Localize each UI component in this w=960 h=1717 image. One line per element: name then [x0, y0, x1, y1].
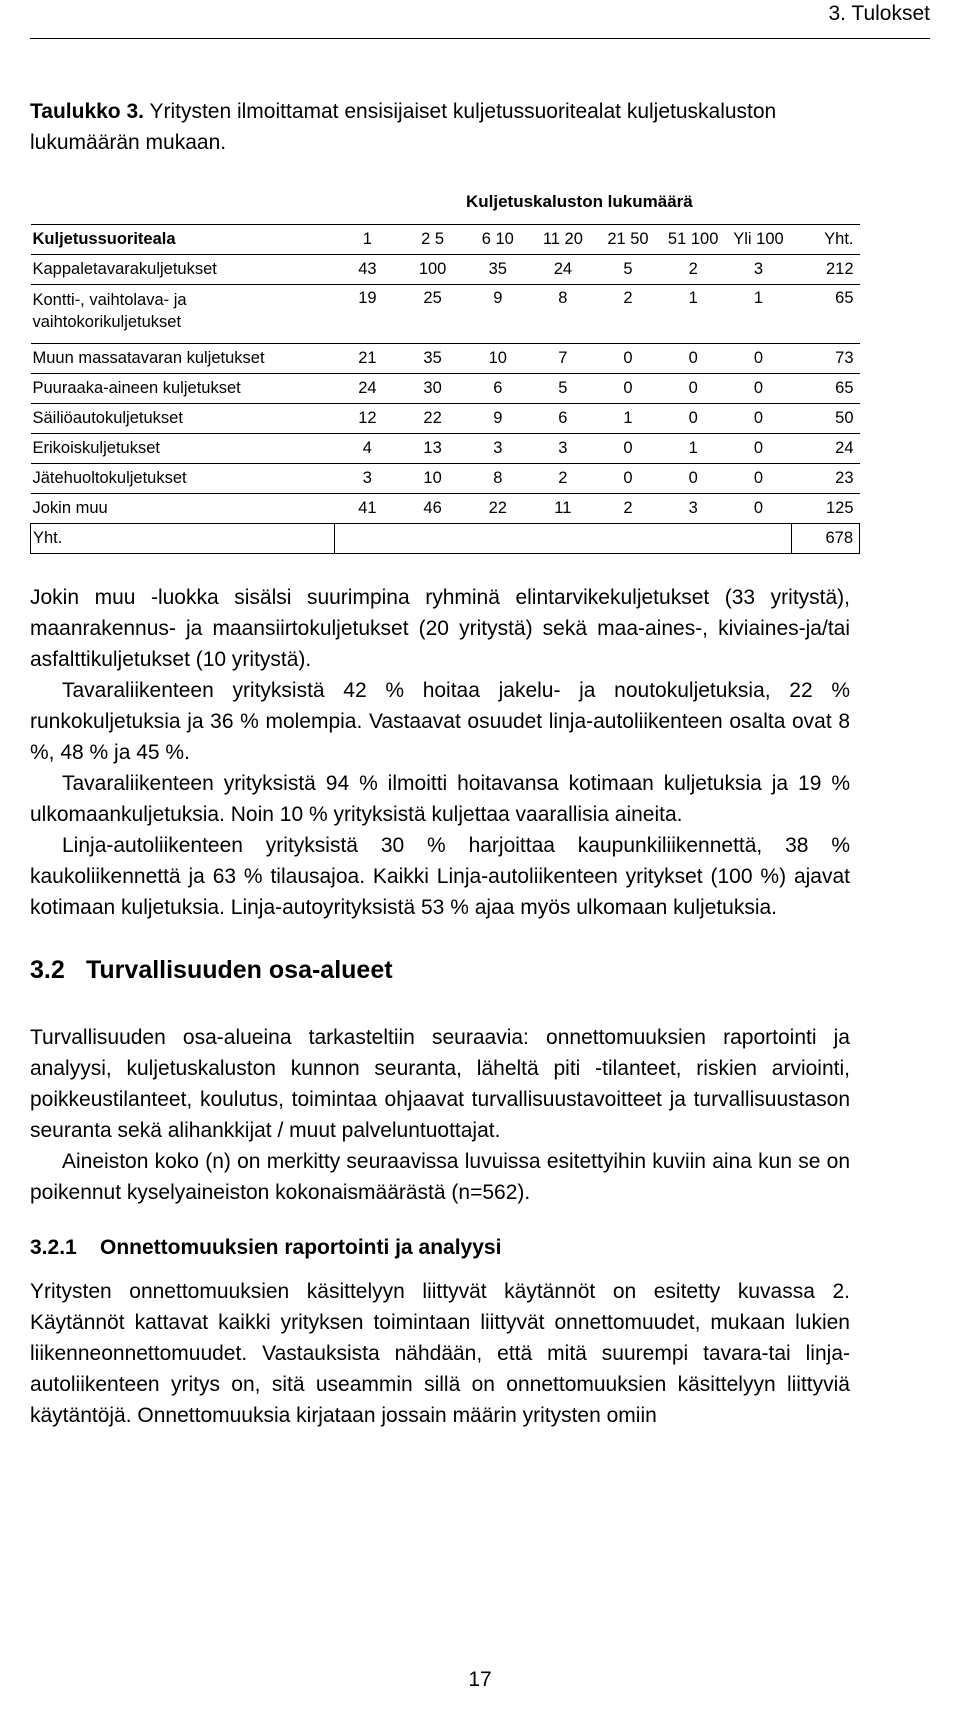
table-cell: 5 — [595, 255, 660, 285]
paragraph: Turvallisuuden osa-alueina tarkasteltiin seuraavia: onnettomuuksien raportointi ja analyysi, kuljetuskaluston kunnon seuranta, läheltä piti -tilanteet, riskien arviointi, poikkeustilanteet, koulutus, toimintaa ohjaavat turvallisuustavoitteet ja turvallisuustason seuranta sekä alihankkijat / muut palveluntuottajat. — [30, 1026, 850, 1142]
table-cell: 6 — [465, 374, 530, 404]
section-heading — [30, 956, 393, 985]
table-cell: 3 — [726, 255, 791, 285]
table-cell: 41 — [335, 494, 400, 524]
paragraph: Linja-autoliikenteen yrityksistä 30 % harjoittaa kaupunkiliikennettä, 38 % kaukoliikennettä ja 63 % tilausajoa. Kaikki Linja-autoliikenteen yritykset (100 %) ajavat kotimaan kuljetuksia. Linja-autoyrityksistä 53 % ajaa myös ulkomaan kuljetuksia. — [30, 834, 850, 919]
table-caption — [30, 96, 860, 158]
row-label: Erikoiskuljetukset — [31, 434, 335, 464]
table-cell: 0 — [726, 434, 791, 464]
table-cell: 25 — [400, 285, 465, 344]
column-header: Yht. — [791, 225, 859, 255]
table-row — [31, 464, 860, 494]
table-total-row — [31, 524, 860, 554]
data-table — [30, 224, 860, 554]
running-header: 3. Tulokset — [828, 2, 930, 25]
table-header-row — [31, 225, 860, 255]
table-cell: 6 — [530, 404, 595, 434]
table-group-title: Kuljetuskaluston lukumäärä — [466, 192, 693, 211]
table-cell: 9 — [465, 404, 530, 434]
caption-text: Yritysten ilmoittamat ensisijaiset kuljetussuoritealat kuljetuskaluston lukumäärän mukaan. — [30, 100, 777, 154]
section-title: Turvallisuuden osa-alueet — [86, 956, 393, 984]
row-label: Kappaletavarakuljetukset — [31, 255, 335, 285]
column-header: 6 10 — [465, 225, 530, 255]
table-cell: 22 — [465, 494, 530, 524]
paragraph: Aineiston koko (n) on merkitty seuraavissa luvuissa esitettyihin kuviin aina kun se on poikennut kyselyaineiston kokonaismäärästä (n=562). — [30, 1150, 850, 1204]
caption-label: Taulukko 3. — [30, 100, 144, 123]
table-cell: 46 — [400, 494, 465, 524]
table-cell: 43 — [335, 255, 400, 285]
subsection-number: 3.2.1 — [30, 1236, 77, 1259]
subsection-heading — [30, 1236, 501, 1260]
body-text-2 — [30, 1022, 850, 1208]
table-cell: 3 — [335, 464, 400, 494]
table-row — [31, 404, 860, 434]
body-text-1 — [30, 582, 850, 923]
row-label: Säiliöautokuljetukset — [31, 404, 335, 434]
column-header: 21 50 — [595, 225, 660, 255]
table-cell: 3 — [465, 434, 530, 464]
table-cell: 13 — [400, 434, 465, 464]
header-rule — [30, 38, 930, 39]
table-cell: 1 — [661, 434, 726, 464]
table-cell: 21 — [335, 344, 400, 374]
table-cell: 35 — [465, 255, 530, 285]
row-label: Puuraaka-aineen kuljetukset — [31, 374, 335, 404]
table-cell: 8 — [465, 464, 530, 494]
table-cell: 1 — [661, 285, 726, 344]
table-cell: 1 — [726, 285, 791, 344]
table-cell: 0 — [661, 464, 726, 494]
total-label: Yht. — [31, 524, 335, 554]
column-header: 51 100 — [661, 225, 726, 255]
table-cell: 2 — [530, 464, 595, 494]
paragraph: Tavaraliikenteen yrityksistä 42 % hoitaa jakelu- ja noutokuljetuksia, 22 % runkokuljetuksia ja 36 % molempia. Vastaavat osuudet linja-autoliikenteen osalta ovat 8 %, 48 % ja 45 %. — [30, 679, 850, 764]
table-cell: 5 — [530, 374, 595, 404]
table-cell: 0 — [595, 464, 660, 494]
table-row — [31, 255, 860, 285]
table-cell: 100 — [400, 255, 465, 285]
paragraph: Jokin muu -luokka sisälsi suurimpina ryhminä elintarvikekuljetukset (33 yritystä), maanrakennus- ja maansiirtokuljetukset (20 yritystä) sekä maa-aines-, kiviaines-ja/tai asfalttikuljetukset (10 yritystä). — [30, 586, 850, 671]
table-cell: 0 — [661, 344, 726, 374]
table-cell: 10 — [400, 464, 465, 494]
column-header: 11 20 — [530, 225, 595, 255]
body-text-3 — [30, 1276, 850, 1431]
table-row — [31, 374, 860, 404]
table-cell: 11 — [530, 494, 595, 524]
table-row — [31, 285, 860, 344]
table-cell: 10 — [465, 344, 530, 374]
table-row — [31, 494, 860, 524]
table-cell: 212 — [791, 255, 859, 285]
subsection-title: Onnettomuuksien raportointi ja analyysi — [100, 1236, 502, 1259]
table-cell: 65 — [791, 285, 859, 344]
table-cell: 0 — [661, 404, 726, 434]
table-cell: 0 — [595, 374, 660, 404]
total-value: 678 — [791, 524, 859, 554]
table-cell: 3 — [661, 494, 726, 524]
table-cell: 0 — [661, 374, 726, 404]
paragraph: Yritysten onnettomuuksien käsittelyyn liittyvät käytännöt on esitetty kuvassa 2. Käytännöt kattavat kaikki yrityksen toimintaan liittyvät onnettomuudet, mukaan lukien liikenneonnettomuudet. Vastauksista nähdään, että mitä suurempi tavara-tai linja-autoliikenteen yritys on, sitä useammin sillä on onnettomuuksien käsittelyyn liittyviä käytäntöjä. Onnettomuuksia kirjataan jossain määrin yritysten omiin — [30, 1280, 850, 1427]
table-cell: 9 — [465, 285, 530, 344]
table-cell: 125 — [791, 494, 859, 524]
table-cell: 24 — [530, 255, 595, 285]
table-cell: 0 — [726, 464, 791, 494]
table-cell: 50 — [791, 404, 859, 434]
table-cell: 24 — [791, 434, 859, 464]
table-cell: 0 — [726, 494, 791, 524]
table-cell: 35 — [400, 344, 465, 374]
table-cell: 3 — [530, 434, 595, 464]
table-cell: 0 — [726, 404, 791, 434]
table-cell: 65 — [791, 374, 859, 404]
table-cell: 12 — [335, 404, 400, 434]
row-label: Muun massatavaran kuljetukset — [31, 344, 335, 374]
table-cell: 2 — [595, 285, 660, 344]
row-header: Kuljetussuoriteala — [31, 225, 335, 255]
table-cell: 19 — [335, 285, 400, 344]
table-cell: 7 — [530, 344, 595, 374]
table-cell: 22 — [400, 404, 465, 434]
row-label: Kontti-, vaihtolava- ja vaihtokorikuljetukset — [31, 285, 335, 344]
column-header: Yli 100 — [726, 225, 791, 255]
table-cell: 0 — [595, 434, 660, 464]
table-cell: 24 — [335, 374, 400, 404]
column-header: 2 5 — [400, 225, 465, 255]
table-cell: 73 — [791, 344, 859, 374]
table-cell: 23 — [791, 464, 859, 494]
table-cell: 1 — [595, 404, 660, 434]
row-label: Jokin muu — [31, 494, 335, 524]
table-row — [31, 344, 860, 374]
section-number: 3.2 — [30, 956, 65, 984]
table-cell: 0 — [726, 344, 791, 374]
table-row — [31, 434, 860, 464]
row-label: Jätehuoltokuljetukset — [31, 464, 335, 494]
table-cell: 4 — [335, 434, 400, 464]
table-cell: 8 — [530, 285, 595, 344]
table-cell: 0 — [726, 374, 791, 404]
table-cell: 2 — [661, 255, 726, 285]
column-header: 1 — [335, 225, 400, 255]
total-blank-cell — [335, 524, 791, 554]
page-number: 17 — [468, 1668, 492, 1691]
table-cell: 0 — [595, 344, 660, 374]
paragraph: Tavaraliikenteen yrityksistä 94 % ilmoitti hoitavansa kotimaan kuljetuksia ja 19 % ulkomaankuljetuksia. Noin 10 % yrityksistä kuljettaa vaarallisia aineita. — [30, 772, 850, 826]
table-cell: 2 — [595, 494, 660, 524]
table-cell: 30 — [400, 374, 465, 404]
